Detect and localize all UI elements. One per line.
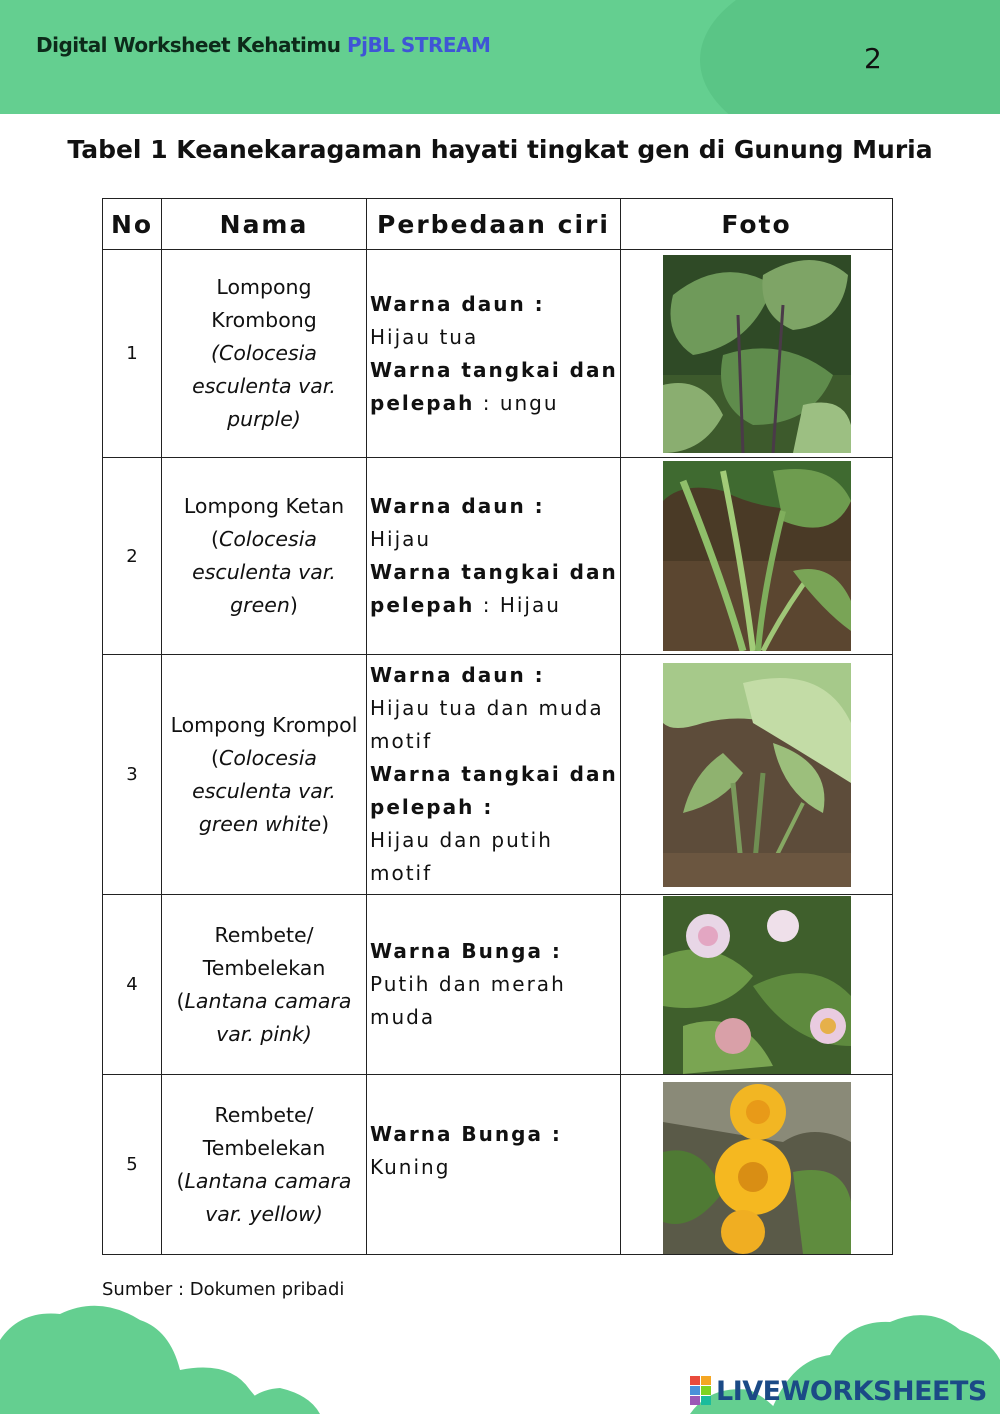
column-header-foto: Foto bbox=[621, 199, 893, 250]
trait-label: Warna Bunga : bbox=[370, 939, 562, 963]
photo-cell bbox=[621, 895, 893, 1075]
row-number: 4 bbox=[103, 895, 162, 1075]
trait-label: Warna tangkai dan pelepah bbox=[370, 357, 618, 415]
trait-label: Warna daun : bbox=[370, 291, 545, 316]
trait-label: Warna daun : bbox=[370, 663, 545, 687]
trait-description bbox=[367, 1075, 621, 1255]
worksheet-title bbox=[36, 33, 490, 57]
trait-value: : Hijau bbox=[474, 593, 561, 617]
plant-name: Lompong Ketan (Colocesia esculenta var. green) bbox=[162, 458, 367, 655]
plant-name-line: Lompong bbox=[216, 275, 312, 299]
scientific-name: (Colocesia esculenta var. purple) bbox=[192, 341, 336, 431]
trait-label: Warna tangkai dan pelepah bbox=[370, 560, 618, 617]
row-number: 5 bbox=[103, 1075, 162, 1255]
plant-name-line: Krombong bbox=[211, 308, 317, 332]
trait-label: Warna Bunga : bbox=[370, 1122, 562, 1146]
biodiversity-table bbox=[102, 198, 893, 1255]
table-row bbox=[103, 250, 893, 458]
plant-name-line: Rembete/ bbox=[214, 1102, 314, 1127]
column-header-perbedaan: Perbedaan ciri bbox=[367, 199, 621, 250]
table-row bbox=[103, 895, 893, 1075]
column-header-nama: Nama bbox=[162, 199, 367, 250]
column-header-no: No bbox=[103, 199, 162, 250]
trait-label: Warna daun : bbox=[370, 494, 545, 518]
scientific-name: Lantana camara var. pink) bbox=[184, 988, 352, 1046]
source-caption: Sumber : Dokumen pribadi bbox=[102, 1279, 345, 1300]
table-header-row bbox=[103, 199, 893, 250]
trait-value: : ungu bbox=[474, 390, 559, 415]
plant-name-line: Lompong Ketan bbox=[183, 494, 345, 518]
taro-green-white-photo bbox=[663, 663, 851, 887]
trait-label: Warna tangkai dan pelepah : bbox=[370, 762, 618, 819]
trait-value: Hijau bbox=[370, 527, 432, 551]
table-row bbox=[103, 458, 893, 655]
scientific-name: Colocesia esculenta var. green white bbox=[192, 745, 336, 836]
taro-green-photo bbox=[663, 461, 851, 651]
row-number: 3 bbox=[103, 655, 162, 895]
table-row bbox=[103, 655, 893, 895]
plant-name bbox=[162, 250, 367, 458]
trait-description bbox=[367, 895, 621, 1075]
taro-purple-photo bbox=[663, 255, 851, 453]
scientific-name: Colocesia esculenta var. green bbox=[192, 527, 336, 617]
worksheet-title-accent: PjBL STREAM bbox=[346, 33, 491, 57]
page-header bbox=[0, 0, 1000, 114]
photo-cell bbox=[621, 655, 893, 895]
photo-cell bbox=[621, 458, 893, 655]
scientific-name: Lantana camara var. yellow) bbox=[184, 1168, 352, 1226]
plant-name: Rembete/ Tembelekan (Lantana camara var. yellow) bbox=[162, 1075, 367, 1255]
row-number: 1 bbox=[103, 250, 162, 458]
page-number: 2 bbox=[864, 42, 882, 75]
lantana-yellow-photo bbox=[663, 1082, 851, 1254]
trait-value: Hijau tua bbox=[370, 324, 479, 349]
trait-value: Hijau dan putih motif bbox=[370, 828, 553, 885]
plant-name: Lompong Krompol (Colocesia esculenta var. green white) bbox=[162, 655, 367, 895]
trait-description bbox=[367, 250, 621, 458]
liveworksheets-logo-text: LIVEWORKSHEETS bbox=[716, 1375, 987, 1407]
table-row bbox=[103, 1075, 893, 1255]
trait-description bbox=[367, 655, 621, 895]
trait-description bbox=[367, 458, 621, 655]
lantana-pink-photo bbox=[663, 896, 851, 1074]
photo-cell bbox=[621, 1075, 893, 1255]
plant-name: Rembete/ Tembelekan (Lantana camara var. pink) bbox=[162, 895, 367, 1075]
plant-name-line: Tembelekan bbox=[202, 1135, 326, 1160]
trait-value: Hijau tua dan muda motif bbox=[370, 696, 604, 753]
trait-value: Putih dan merah muda bbox=[370, 972, 566, 1029]
liveworksheets-logo-icon bbox=[690, 1376, 712, 1406]
trait-value: Kuning bbox=[370, 1155, 451, 1179]
row-number: 2 bbox=[103, 458, 162, 655]
liveworksheets-logo bbox=[690, 1374, 987, 1408]
plant-name-line: Rembete/ bbox=[214, 922, 314, 947]
plant-name-line: Tembelekan bbox=[202, 955, 326, 980]
photo-cell bbox=[621, 250, 893, 458]
plant-name-line: Lompong Krompol bbox=[170, 712, 358, 737]
table-title: Tabel 1 Keanekaragaman hayati tingkat gen di Gunung Muria bbox=[67, 135, 933, 164]
worksheet-title-main: Digital Worksheet Kehatimu bbox=[36, 33, 347, 57]
